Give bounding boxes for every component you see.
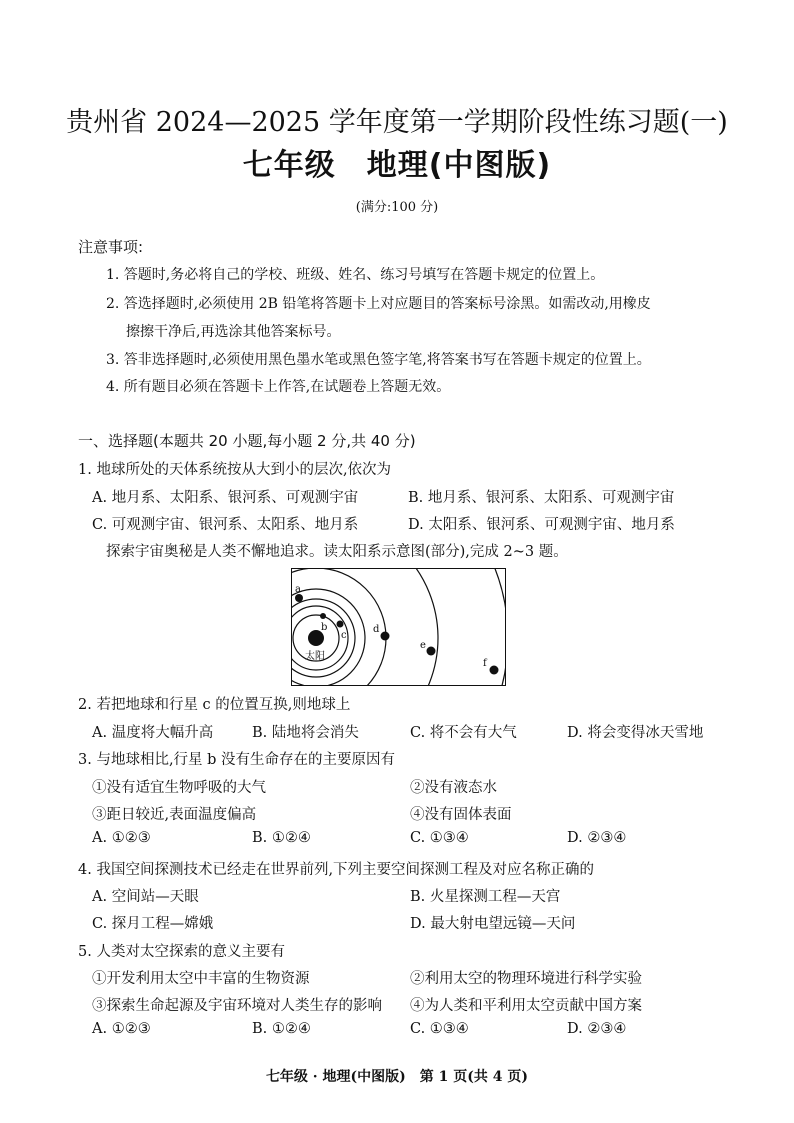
note-item-3: 3. 答非选择题时,必须使用黑色墨水笔或黑色签字笔,将答案书写在答题卡规定的位置上。 <box>106 352 651 368</box>
question-3-statement-4: ④没有固体表面 <box>410 807 512 823</box>
question-4-option-c: C. 探月工程—嫦娥 <box>92 916 214 932</box>
question-3-statement-1: ①没有适宜生物呼吸的大气 <box>92 780 266 796</box>
question-3-option-b: B. ①②④ <box>252 830 311 846</box>
question-3-statement-3: ③距日较近,表面温度偏高 <box>92 807 257 823</box>
question-4-option-d: D. 最大射电望远镜—天问 <box>410 916 576 932</box>
question-3-option-a: A. ①②③ <box>92 830 151 846</box>
planet-d <box>381 632 390 641</box>
planet-e <box>427 647 436 656</box>
question-2-option-a: A. 温度将大幅升高 <box>92 725 214 741</box>
question-2-stem: 2. 若把地球和行星 c 的位置互换,则地球上 <box>78 697 351 713</box>
exam-subtitle: 七年级 地理(中图版) <box>242 148 552 183</box>
question-4-option-a: A. 空间站—天眼 <box>92 889 199 905</box>
question-3-statement-2: ②没有液态水 <box>410 780 497 796</box>
note-item-4: 4. 所有题目必须在答题卡上作答,在试题卷上答题无效。 <box>106 379 451 395</box>
planet-b-label: b <box>321 622 328 633</box>
question-5-option-b: B. ①②④ <box>252 1021 311 1037</box>
exam-title: 贵州省 2024—2025 学年度第一学期阶段性练习题(一) <box>66 107 728 138</box>
question-3-option-d: D. ②③④ <box>567 830 627 846</box>
question-5-option-a: A. ①②③ <box>92 1021 151 1037</box>
orbit-e <box>291 568 438 686</box>
planet-f-label: f <box>483 658 487 669</box>
question-5-statement-4: ④为人类和平利用太空贡献中国方案 <box>410 998 642 1014</box>
sun-label: 太阳 <box>305 651 325 662</box>
orbit-f-inner <box>291 589 365 686</box>
material-intro: 探索宇宙奥秘是人类不懈地追求。读太阳系示意图(部分),完成 2~3 题。 <box>106 544 568 560</box>
planet-c <box>337 621 344 628</box>
question-1-option-b: B. 地月系、银河系、太阳系、可观测宇宙 <box>408 490 675 506</box>
question-4-stem: 4. 我国空间探测技术已经走在世界前列,下列主要空间探测工程及对应名称正确的 <box>78 862 595 878</box>
planet-d-label: d <box>373 624 380 635</box>
question-1-option-c: C. 可观测宇宙、银河系、太阳系、地月系 <box>92 517 359 533</box>
planet-a-label: a <box>295 584 301 595</box>
question-1-option-a: A. 地月系、太阳系、银河系、可观测宇宙 <box>92 490 359 506</box>
question-5-statement-2: ②利用太空的物理环境进行科学实验 <box>410 971 642 987</box>
planet-e-label: e <box>420 640 426 651</box>
planet-f <box>490 666 499 675</box>
question-2-option-b: B. 陆地将会消失 <box>252 725 359 741</box>
question-5-statement-3: ③探索生命起源及宇宙环境对人类生存的影响 <box>92 998 382 1014</box>
planet-a <box>295 594 303 602</box>
planet-b <box>320 613 326 619</box>
solar-system-diagram <box>291 568 506 686</box>
question-3-option-c: C. ①③④ <box>410 830 469 846</box>
question-4-option-b: B. 火星探测工程—天宫 <box>410 889 561 905</box>
planet-c-label: c <box>341 630 347 641</box>
note-item-2: 2. 答选择题时,必须使用 2B 铅笔将答题卡上对应题目的答案标号涂黑。如需改动,用橡皮 <box>106 296 651 312</box>
note-item-2-continued: 擦擦干净后,再选涂其他答案标号。 <box>126 324 341 340</box>
question-5-option-c: C. ①③④ <box>410 1021 469 1037</box>
notes-heading: 注意事项: <box>78 238 144 256</box>
full-score: (满分:100 分) <box>355 200 439 215</box>
question-3-stem: 3. 与地球相比,行星 b 没有生命存在的主要原因有 <box>78 752 396 768</box>
question-5-statement-1: ①开发利用太空中丰富的生物资源 <box>92 971 310 987</box>
page-footer: 七年级 · 地理(中图版) 第 1 页(共 4 页) <box>265 1069 529 1085</box>
question-2-option-c: C. 将不会有大气 <box>410 725 517 741</box>
note-item-1: 1. 答题时,务必将自己的学校、班级、姓名、练习号填写在答题卡规定的位置上。 <box>106 267 605 283</box>
question-1-option-d: D. 太阳系、银河系、可观测宇宙、地月系 <box>408 517 675 533</box>
question-2-option-d: D. 将会变得冰天雪地 <box>567 725 704 741</box>
question-1-stem: 1. 地球所处的天体系统按从大到小的层次,依次为 <box>78 462 392 478</box>
question-5-stem: 5. 人类对太空探索的意义主要有 <box>78 944 285 960</box>
section-heading: 一、选择题(本题共 20 小题,每小题 2 分,共 40 分) <box>78 432 416 450</box>
question-5-option-d: D. ②③④ <box>567 1021 627 1037</box>
